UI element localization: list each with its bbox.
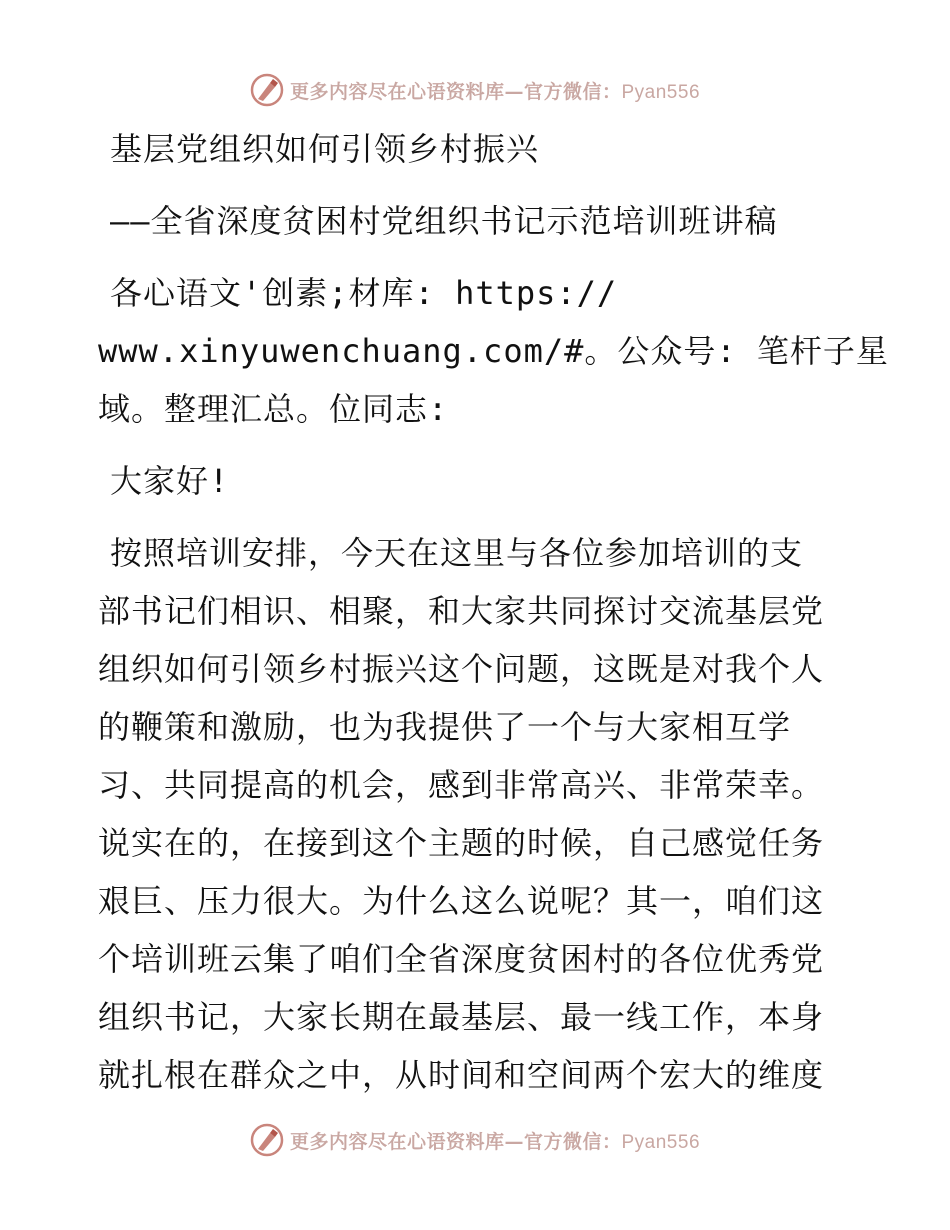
body-line: 组织如何引领乡村振兴这个问题，这既是对我个人 [98, 650, 825, 688]
body-line: 个培训班云集了咱们全省深度贫困村的各位优秀党 [98, 940, 825, 978]
body-line: 习、共同提高的机会，感到非常高兴、非常荣幸。 [98, 766, 825, 804]
body-line: 的鞭策和激励，也为我提供了一个与大家相互学 [98, 708, 792, 746]
greeting: 大家好! [110, 462, 230, 500]
source-line-2: www.xinyuwenchuang.com/#。公众号: 笔杆子星 [98, 332, 889, 370]
watermark-text [290, 77, 700, 104]
pen-logo-icon [250, 1123, 284, 1157]
watermark-wechat-id: Pyan556 [621, 81, 701, 103]
header-watermark [0, 70, 950, 110]
watermark-wechat-id: Pyan556 [621, 1131, 701, 1153]
document-subtitle: ——全省深度贫困村党组织书记示范培训班讲稿 [110, 202, 778, 240]
source-line-3: 域。整理汇总。位同志: [98, 390, 449, 428]
watermark-label: 更多内容尽在心语资料库—官方微信： [289, 80, 622, 103]
document-title: 基层党组织如何引领乡村振兴 [110, 130, 540, 168]
source-line-1: 各心语文'创素;材库: https:// [110, 274, 618, 312]
body-line: 部书记们相识、相聚，和大家共同探讨交流基层党 [98, 592, 825, 630]
body-line: 说实在的，在接到这个主题的时候，自己感觉任务 [98, 824, 825, 862]
body-line: 组织书记，大家长期在最基层、最一线工作，本身 [98, 998, 825, 1036]
footer-watermark [0, 1120, 950, 1160]
body-line: 艰巨、压力很大。为什么这么说呢？其一，咱们这 [98, 882, 825, 920]
watermark-label: 更多内容尽在心语资料库—官方微信： [289, 1130, 622, 1153]
pen-logo-icon [250, 73, 284, 107]
body-line: 按照培训安排，今天在这里与各位参加培训的支 [110, 534, 804, 572]
body-line: 就扎根在群众之中，从时间和空间两个宏大的维度 [98, 1056, 825, 1094]
watermark-text [290, 1127, 700, 1154]
document-body [98, 120, 889, 1104]
